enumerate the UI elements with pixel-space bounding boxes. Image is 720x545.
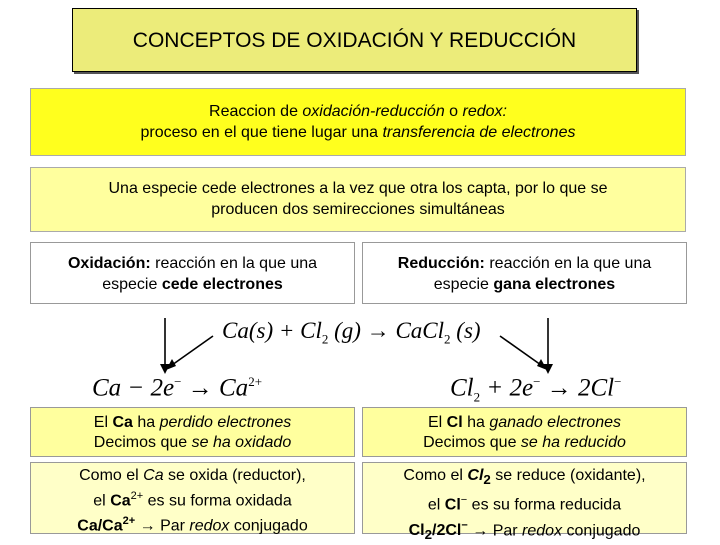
eq-state-s: (s) (248, 318, 274, 343)
text: Reaccion de (209, 103, 303, 120)
reduction-term: Reducción: (397, 255, 485, 272)
text: el (93, 492, 111, 510)
text: ha (132, 414, 160, 431)
cl-ion-pair: /2Cl (432, 521, 462, 539)
red-cl: Cl (450, 374, 474, 402)
text: → Par (467, 521, 523, 539)
cl-ion: Cl (444, 496, 461, 514)
ox-arrow: → Ca (181, 374, 249, 402)
semireactions-line2: producen dos semirecciones simultáneas (211, 201, 505, 218)
sub-2: 2 (424, 527, 433, 543)
sub-2: 2 (483, 472, 491, 488)
text: conjugado (562, 521, 641, 539)
ca-pair: Ca/Ca (77, 517, 123, 535)
text: reacción en la que una (150, 255, 318, 272)
text: proceso en el que tiene lugar una (140, 124, 383, 141)
text: especie (433, 276, 494, 293)
eq-plus: + (273, 318, 301, 343)
arrow-left-diagonal (172, 336, 213, 365)
text: conjugado (229, 517, 308, 535)
cl-pair: Cl (408, 521, 425, 539)
page-title-text: CONCEPTOS DE OXIDACIÓN Y REDUCCIÓN (132, 29, 577, 52)
text: reacción en la que una (484, 255, 652, 272)
eq-sub-2: 2 (444, 331, 451, 347)
oxidation-term: Oxidación: (67, 255, 151, 272)
ox-electron-charge: − (174, 374, 182, 389)
ganado-electrones: ganado electrones (489, 414, 621, 431)
term-electron-transfer: transferencia de electrones (382, 124, 576, 141)
text: o (444, 103, 463, 120)
ion-charge: − (460, 494, 468, 507)
red-sub-2: 2 (473, 389, 481, 405)
red-ion-charge: − (614, 374, 622, 389)
text: se reduce (oxidante), (490, 467, 646, 484)
term-oxidation-reduction: oxidación-reducción (302, 103, 445, 120)
text: es su forma oxidada (143, 492, 292, 510)
reduction-result-box (362, 407, 687, 457)
eq-cacl: CaCl (395, 318, 445, 343)
text: especie (102, 276, 162, 293)
se-ha-oxidado: se ha oxidado (191, 434, 292, 451)
text: Decimos que (423, 434, 521, 451)
ion-charge: 2+ (122, 515, 136, 528)
eq-cl: Cl (300, 318, 322, 343)
red-arrow: → 2Cl (540, 374, 615, 402)
ox-left: Ca − 2e (92, 374, 175, 402)
perdido-electrones: perdido electrones (159, 414, 292, 431)
text: se oxida (reductor), (163, 467, 306, 484)
eq-state-g: (g) (328, 318, 361, 343)
text: el (427, 496, 445, 514)
se-ha-reducido: se ha reducido (520, 434, 626, 451)
text: El (427, 414, 447, 431)
text: es su forma reducida (467, 496, 622, 514)
cl-symbol: Cl (467, 467, 484, 484)
oxidation-redox-pair-box (30, 462, 355, 534)
oxidation-half-reaction (92, 374, 262, 402)
red-electron-charge: − (533, 374, 541, 389)
text: El (93, 414, 113, 431)
reduction-redox-pair-box (362, 462, 687, 543)
red-electrons: + 2e (480, 374, 534, 402)
text: ha (462, 414, 490, 431)
ox-ion-charge: 2+ (248, 374, 263, 389)
semireactions-line1: Una especie cede electrones a la vez que otra los capta, por lo que se (108, 180, 608, 197)
oxidation-result-box (30, 407, 355, 457)
redox-word: redox (189, 517, 230, 535)
ca-symbol: Ca (112, 414, 133, 431)
ion-charge: − (461, 519, 468, 532)
reduction-half-reaction (450, 374, 621, 405)
eq-sub-2: 2 (321, 331, 329, 347)
term-redox: redox: (462, 103, 507, 120)
cede-electrones: cede electrones (161, 276, 283, 293)
eq-ca: Ca (222, 318, 249, 343)
text: → Par (135, 517, 190, 535)
text: Como el (403, 467, 468, 484)
redox-word: redox (522, 521, 563, 539)
text: Decimos que (93, 434, 192, 451)
ion-charge: 2+ (130, 490, 144, 502)
eq-arrow: → (360, 318, 396, 343)
gana-electrones: gana electrones (493, 276, 616, 293)
ca-symbol: Ca (143, 467, 164, 484)
eq-state-s: (s) (450, 318, 481, 343)
arrow-right-diagonal (500, 336, 541, 365)
ca-ion: Ca (110, 492, 131, 510)
cl-symbol: Cl (446, 414, 463, 431)
text: Como el (79, 467, 144, 484)
